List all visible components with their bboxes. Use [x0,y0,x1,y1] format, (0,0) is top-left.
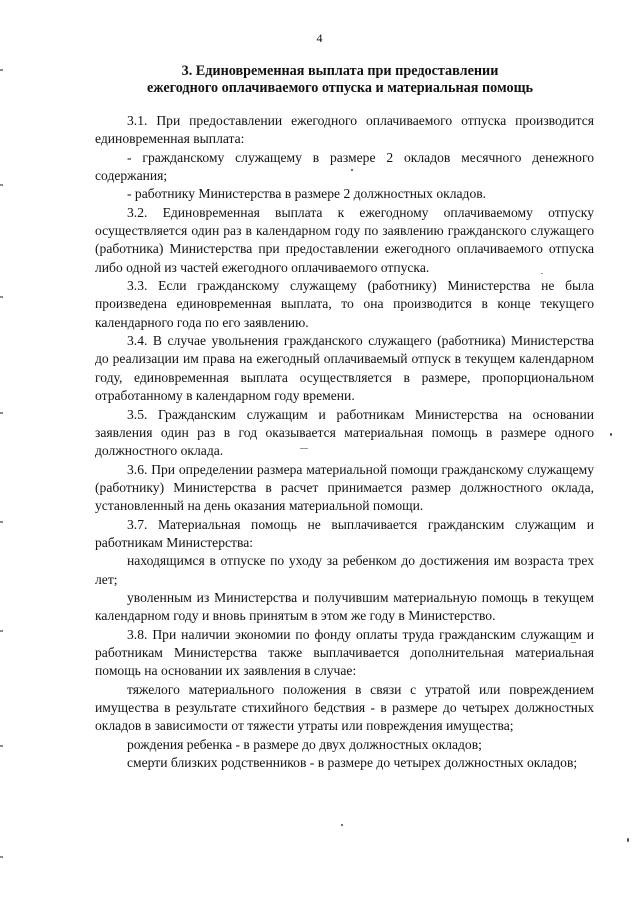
scan-speck [610,433,612,436]
list-item-relative-death: смерти близких родственников - в размере до четырех должностных окладов; [127,755,578,771]
section-title-line-1: 3. Единовременная выплата при предоставлении [181,63,499,79]
scan-speck [571,642,576,643]
section-title-line-2: ежегодного оплачиваемого отпуска и материальная помощь [146,79,534,96]
list-item-civil-servant: - гражданскому служащему в размере 2 окладов месячного денежного содержания; [95,149,594,184]
scan-speck [341,824,343,826]
paragraph-3-5: 3.5. Гражданским служащим и работникам Министерства на основании заявления один раз в год оказывается материальная помощь в размере одного должностного оклада. [95,406,594,459]
list-item-child-birth: рождения ребенка - в размере до двух должностных окладов; [127,736,482,752]
list-item-property-loss: тяжелого материального положения в связи с утратой или повреждением имущества в результате стихийного бедствия - в размере до четырех должностных окладов в зависимости от тяжести утраты или повреждения имущества; [95,681,594,734]
document-body [95,112,594,772]
paragraph-3-7: 3.7. Материальная помощь не выплачивается гражданским служащим и работникам Министерства: [95,516,594,550]
page-number: 4 [316,31,323,45]
scan-edge-mark [0,745,3,747]
scan-edge-mark [0,630,3,632]
scan-edge-mark [0,184,3,186]
list-item-parental-leave: находящимся в отпуске по уходу за ребенком до достижения им возраста трех лет; [95,553,594,587]
paragraph-3-3: 3.3. Если гражданскому служащему (работнику) Министерства не была произведена единовременная выплата, то она производится в конце текущего календарного года по его заявлению. [95,278,594,330]
scan-speck [541,273,543,274]
scan-edge-mark [0,521,3,523]
list-item-dismissed-rehired: уволенным из Министерства и получившим материальную помощь в текущем календарном году и вновь принятым в этом же году в Министерство. [95,589,594,624]
list-item-ministry-employee: - работнику Министерства в размере 2 должностных окладов. [127,186,487,202]
scan-edge-mark [0,69,3,71]
paragraph-3-4: 3.4. В случае увольнения гражданского служащего (работника) Министерства до реализации им права на ежегодный оплачиваемый отпуск в текущем календарном году, единовременная выплата осуществляется в размере, пропорциональном отработанному в календарном году времени. [95,333,594,404]
paragraph-3-6: 3.6. При определении размера материальной помощи гражданскому служащему (работнику) Министерства в расчет принимается размер должностного оклада, установленный на день оказания материальной помощи. [95,461,594,514]
scan-edge-mark [0,296,3,298]
scan-speck [300,448,308,449]
paragraph-3-8: 3.8. При наличии экономии по фонду оплаты труда гражданским служащим и работникам Министерства также выплачивается дополнительная материальная помощь на основании их заявления в случае: [95,626,594,679]
scan-edge-mark [0,412,3,414]
paragraph-3-1: 3.1. При предоставлении ежегодного оплачиваемого отпуска производится единовременная выплата: [95,113,594,147]
scan-speck [351,169,353,171]
scan-speck [627,838,629,842]
paragraph-3-2: 3.2. Единовременная выплата к ежегодному оплачиваемому отпуску осуществляется один раз в календарном году по заявлению гражданского служащего (работника) Министерства при предоставлении ежегодного оплачиваемого отпуска либо одной из частей ежегодного оплачиваемого отпуска. [95,204,594,275]
section-title [120,63,560,96]
scan-edge-mark [0,856,3,858]
